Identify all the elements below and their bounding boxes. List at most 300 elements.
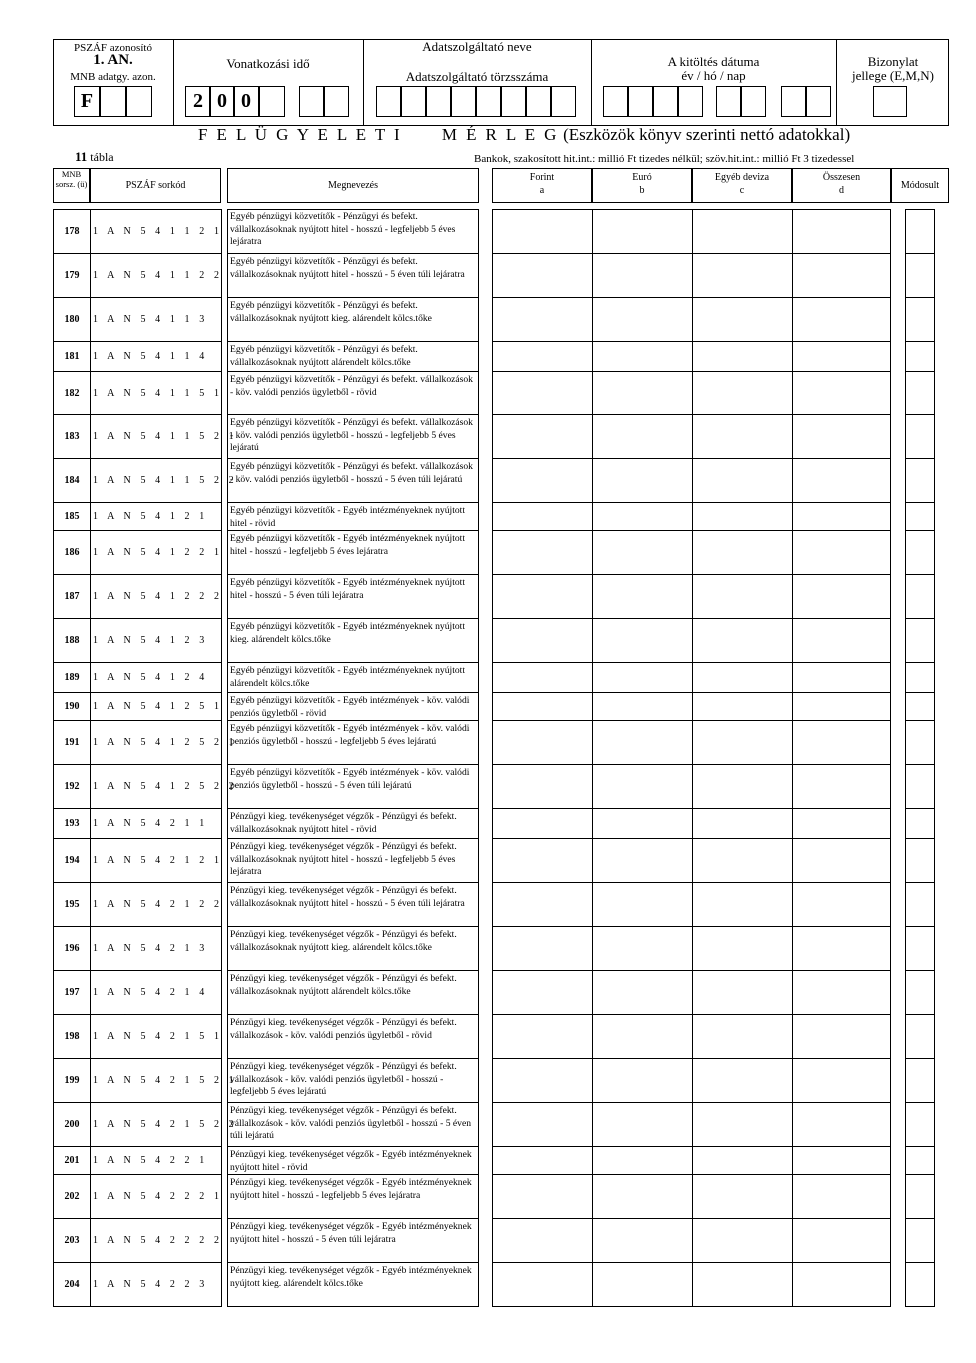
cell-total-input[interactable] bbox=[793, 1175, 891, 1218]
table-row bbox=[0, 415, 976, 459]
ref-time-field[interactable] bbox=[299, 86, 325, 117]
row-description: Egyéb pénzügyi közvetítők - Egyéb intézményeknek nyújtott alárendelt kölcs.tőke bbox=[230, 665, 465, 689]
cell-euro-input[interactable] bbox=[593, 1219, 691, 1262]
cell-total-input[interactable] bbox=[793, 693, 891, 720]
cell-modified-input[interactable] bbox=[906, 1263, 934, 1306]
row-number: 201 bbox=[64, 1155, 80, 1166]
table-row bbox=[0, 342, 976, 372]
ref-time-field[interactable]: 2 bbox=[185, 86, 211, 117]
table-row bbox=[0, 372, 976, 415]
row-separator bbox=[905, 1306, 935, 1307]
cell-modified-input[interactable] bbox=[906, 298, 934, 341]
table-row bbox=[0, 575, 976, 619]
cell-modified-input[interactable] bbox=[906, 1175, 934, 1218]
doc-type-field[interactable] bbox=[873, 86, 907, 117]
page-title bbox=[198, 126, 850, 144]
cell-other-input[interactable] bbox=[693, 883, 791, 926]
cell-other-input[interactable] bbox=[693, 1175, 791, 1218]
row-code: 1 A N 5 4 2 1 1 bbox=[93, 818, 208, 829]
col-forint-letter: a bbox=[539, 185, 545, 196]
row-description: Pénzügyi kieg. tevékenységet végzők - Egyéb intézményeknek nyújtott hitel - hosszú - 5 éven túli lejáratra bbox=[230, 1221, 472, 1245]
row-number: 191 bbox=[64, 737, 80, 748]
cell-forint-input[interactable] bbox=[493, 503, 591, 530]
cell-total-input[interactable] bbox=[793, 1059, 891, 1102]
provider-reg-field[interactable] bbox=[376, 86, 401, 117]
header-divider bbox=[591, 39, 592, 126]
table-row bbox=[0, 1263, 976, 1307]
row-number: 188 bbox=[64, 635, 80, 646]
row-description: Egyéb pénzügyi közvetítők - Pénzügyi és befekt. vállalkozásoknak nyújtott kieg. alárendelt kölcs.tőke bbox=[230, 300, 432, 324]
row-description: Egyéb pénzügyi közvetítők - Pénzügyi és befekt. vállalkozások - köv. valódi penziós ügyletből - hosszú - legfeljebb 5 éves lejáratú bbox=[230, 417, 473, 454]
cell-total-input[interactable] bbox=[793, 531, 891, 574]
provider-reg-field[interactable] bbox=[476, 86, 501, 117]
row-code: 1 A N 5 4 2 1 5 2 2 bbox=[93, 1119, 238, 1130]
cell-total-input[interactable] bbox=[793, 1015, 891, 1058]
cell-modified-input[interactable] bbox=[906, 663, 934, 692]
cell-other-input[interactable] bbox=[693, 721, 791, 764]
table-row bbox=[0, 459, 976, 503]
row-separator bbox=[492, 1306, 891, 1307]
cell-other-input[interactable] bbox=[693, 209, 791, 253]
row-number: 180 bbox=[64, 314, 80, 325]
cell-modified-input[interactable] bbox=[906, 575, 934, 618]
cell-total-input[interactable] bbox=[793, 1219, 891, 1262]
cell-total-input[interactable] bbox=[793, 721, 891, 764]
row-code: 1 A N 5 4 1 1 4 bbox=[93, 351, 208, 362]
row-description: Egyéb pénzügyi közvetítők - Egyéb intézmények - köv. valódi penziós ügyletből - hosszú - legfeljebb 5 éves lejáratú bbox=[230, 723, 470, 747]
cell-total-input[interactable] bbox=[793, 372, 891, 414]
cell-total-input[interactable] bbox=[793, 927, 891, 970]
mnb-id-label: MNB adatgy. azon. bbox=[70, 71, 156, 83]
table-row bbox=[0, 1015, 976, 1059]
row-description: Pénzügyi kieg. tevékenységet végzők - Pénzügyi és befekt. vállalkozások - köv. valódi penziós ügyletből - hosszú - legfeljebb 5 éves lejáratú bbox=[230, 1061, 457, 1098]
row-number: 202 bbox=[64, 1191, 80, 1202]
row-number: 199 bbox=[64, 1075, 80, 1086]
row-description: Egyéb pénzügyi közvetítők - Pénzügyi és befekt. vállalkozások - köv. valódi penziós ügyletből - rövid bbox=[230, 374, 473, 398]
row-description: Egyéb pénzügyi közvetítők - Egyéb intézményeknek nyújtott hitel - rövid bbox=[230, 505, 465, 529]
cell-forint-input[interactable] bbox=[493, 298, 591, 341]
cell-euro-input[interactable] bbox=[593, 721, 691, 764]
cell-other-input[interactable] bbox=[693, 1103, 791, 1146]
table-row bbox=[0, 693, 976, 721]
provider-reg-field[interactable] bbox=[401, 86, 426, 117]
cell-euro-input[interactable] bbox=[593, 575, 691, 618]
cell-other-input[interactable] bbox=[693, 1219, 791, 1262]
cell-total-input[interactable] bbox=[793, 459, 891, 502]
title-main: F E L Ü G Y E L E T I M É R L E G bbox=[198, 125, 559, 144]
cell-total-input[interactable] bbox=[793, 663, 891, 692]
row-code: 1 A N 5 4 1 1 2 1 bbox=[93, 225, 223, 237]
cell-total-input[interactable] bbox=[793, 809, 891, 838]
table-number bbox=[75, 151, 114, 163]
cell-other-input[interactable] bbox=[693, 1015, 791, 1058]
cell-forint-input[interactable] bbox=[493, 839, 591, 882]
cell-euro-input[interactable] bbox=[593, 372, 691, 414]
row-number: 182 bbox=[64, 387, 80, 399]
cell-euro-input[interactable] bbox=[593, 342, 691, 371]
col-total-label: Összesen bbox=[822, 172, 861, 183]
row-description: Egyéb pénzügyi közvetítők - Pénzügyi és befekt. vállalkozások - köv. valódi penziós ügyletből - hosszú - 5 éven túli lejáratú bbox=[230, 461, 473, 485]
row-separator bbox=[227, 1306, 479, 1307]
row-number: 194 bbox=[64, 855, 80, 866]
table-row bbox=[0, 1219, 976, 1263]
row-number: 184 bbox=[64, 475, 80, 486]
row-description: Egyéb pénzügyi közvetítők - Egyéb intézményeknek nyújtott kieg. alárendelt kölcs.tőke bbox=[230, 621, 465, 645]
col-euro-letter: b bbox=[639, 185, 645, 196]
cell-euro-input[interactable] bbox=[593, 693, 691, 720]
row-code: 1 A N 5 4 1 1 5 2 2 bbox=[93, 475, 238, 486]
row-code: 1 A N 5 4 1 2 5 2 2 bbox=[93, 781, 238, 792]
cell-euro-input[interactable] bbox=[593, 1015, 691, 1058]
cell-euro-input[interactable] bbox=[593, 531, 691, 574]
table-row bbox=[0, 809, 976, 839]
row-code: 1 A N 5 4 2 2 2 2 bbox=[93, 1235, 223, 1246]
col-name-header: Megnevezés bbox=[227, 168, 479, 203]
title-sub: (Eszközök könyv szerinti nettó adatokkal) bbox=[563, 125, 851, 144]
cell-euro-input[interactable] bbox=[593, 619, 691, 662]
cell-total-input[interactable] bbox=[793, 209, 891, 253]
row-number: 186 bbox=[64, 547, 80, 558]
table-row bbox=[0, 1147, 976, 1175]
provider-reg-field[interactable] bbox=[451, 86, 476, 117]
col-modified-header: Módosult bbox=[891, 168, 949, 203]
cell-total-input[interactable] bbox=[793, 575, 891, 618]
cell-total-input[interactable] bbox=[793, 1263, 891, 1306]
cell-euro-input[interactable] bbox=[593, 1147, 691, 1174]
row-code: 1 A N 5 4 1 2 5 1 bbox=[93, 701, 223, 712]
cell-forint-input[interactable] bbox=[493, 883, 591, 926]
provider-reg-field[interactable] bbox=[526, 86, 551, 117]
cell-total-input[interactable] bbox=[793, 1103, 891, 1146]
cell-other-input[interactable] bbox=[693, 1147, 791, 1174]
table-row bbox=[0, 927, 976, 971]
header-divider bbox=[173, 39, 174, 126]
row-number: 189 bbox=[64, 672, 80, 683]
cell-other-input[interactable] bbox=[693, 619, 791, 662]
row-number: 181 bbox=[64, 351, 80, 362]
cell-modified-input[interactable] bbox=[906, 209, 934, 253]
cell-total-input[interactable] bbox=[793, 503, 891, 530]
cell-euro-input[interactable] bbox=[593, 459, 691, 502]
col-mnb-header: MNB sorsz. (ü) bbox=[53, 168, 90, 203]
cell-other-input[interactable] bbox=[693, 663, 791, 692]
row-code: 1 A N 5 4 1 2 3 bbox=[93, 635, 208, 646]
cell-forint-input[interactable] bbox=[493, 459, 591, 502]
row-description: Egyéb pénzügyi közvetítők - Pénzügyi és befekt. vállalkozásoknak nyújtott hitel - hosszú - 5 éven túli lejáratra bbox=[230, 256, 465, 280]
col-forint-label: Forint bbox=[529, 172, 555, 183]
row-code: 1 A N 5 4 2 1 3 bbox=[93, 943, 208, 954]
ref-time-field[interactable] bbox=[323, 86, 349, 117]
cell-euro-input[interactable] bbox=[593, 927, 691, 970]
cell-other-input[interactable] bbox=[693, 765, 791, 808]
row-code: 1 A N 5 4 1 2 2 2 bbox=[93, 591, 223, 602]
row-description: Egyéb pénzügyi közvetítők - Egyéb intézmények - köv. valódi penziós ügyletből - hosszú - 5 éven túli lejáratú bbox=[230, 767, 470, 791]
row-number: 185 bbox=[64, 511, 80, 522]
cell-modified-input[interactable] bbox=[906, 459, 934, 502]
pszaf-id-field[interactable] bbox=[126, 86, 152, 117]
row-description: Pénzügyi kieg. tevékenységet végzők - Egyéb intézményeknek nyújtott kieg. alárendelt kölcs.tőke bbox=[230, 1265, 472, 1289]
ref-time-field[interactable]: 0 bbox=[233, 86, 259, 117]
row-description: Egyéb pénzügyi közvetítők - Egyéb intézmények - köv. valódi penziós ügyletből - rövid bbox=[230, 695, 470, 719]
provider-reg-field[interactable] bbox=[426, 86, 451, 117]
provider-name-label: Adatszolgáltató neve bbox=[422, 39, 532, 54]
cell-modified-input[interactable] bbox=[906, 809, 934, 838]
fill-date-field[interactable] bbox=[716, 86, 741, 117]
cell-total-input[interactable] bbox=[793, 1147, 891, 1174]
pszaf-id-label: PSZÁF azonosító bbox=[74, 42, 152, 54]
cell-forint-input[interactable] bbox=[493, 693, 591, 720]
row-code: 1 A N 5 4 1 1 2 2 bbox=[93, 270, 223, 281]
fill-date-field[interactable] bbox=[678, 86, 703, 117]
cell-modified-input[interactable] bbox=[906, 503, 934, 530]
cell-other-input[interactable] bbox=[693, 372, 791, 414]
cell-other-input[interactable] bbox=[693, 839, 791, 882]
cell-modified-input[interactable] bbox=[906, 839, 934, 882]
cell-euro-input[interactable] bbox=[593, 209, 691, 253]
cell-modified-input[interactable] bbox=[906, 342, 934, 371]
row-number: 192 bbox=[64, 781, 80, 792]
row-code: 1 A N 5 4 1 2 5 2 1 bbox=[93, 737, 238, 748]
cell-modified-input[interactable] bbox=[906, 1219, 934, 1262]
fill-date-field[interactable] bbox=[741, 86, 766, 117]
fill-date-field[interactable] bbox=[603, 86, 628, 117]
cell-forint-input[interactable] bbox=[493, 531, 591, 574]
table-row bbox=[0, 721, 976, 765]
cell-modified-input[interactable] bbox=[906, 1103, 934, 1146]
cell-euro-input[interactable] bbox=[593, 839, 691, 882]
cell-euro-input[interactable] bbox=[593, 1263, 691, 1306]
cell-total-input[interactable] bbox=[793, 883, 891, 926]
cell-euro-input[interactable] bbox=[593, 883, 691, 926]
cell-forint-input[interactable] bbox=[493, 1059, 591, 1102]
row-number: 195 bbox=[64, 899, 80, 910]
fill-date-field[interactable] bbox=[806, 86, 831, 117]
col-euro-header bbox=[592, 168, 692, 203]
cell-total-input[interactable] bbox=[793, 971, 891, 1014]
cell-forint-input[interactable] bbox=[493, 209, 591, 253]
cell-euro-input[interactable] bbox=[593, 1103, 691, 1146]
row-description: Egyéb pénzügyi közvetítők - Pénzügyi és befekt. vállalkozásoknak nyújtott hitel - hosszú - legfeljebb 5 éves lejáratra bbox=[230, 211, 456, 248]
cell-other-input[interactable] bbox=[693, 415, 791, 458]
table-word: tábla bbox=[90, 150, 114, 164]
cell-euro-input[interactable] bbox=[593, 765, 691, 808]
cell-euro-input[interactable] bbox=[593, 1059, 691, 1102]
row-description: Pénzügyi kieg. tevékenységet végzők - Pénzügyi és befekt. vállalkozásoknak nyújtott kieg. alárendelt kölcs.tőke bbox=[230, 929, 457, 953]
row-number: 198 bbox=[64, 1031, 80, 1042]
row-description: Egyéb pénzügyi közvetítők - Egyéb intézményeknek nyújtott hitel - hosszú - 5 éven túli lejáratra bbox=[230, 577, 465, 601]
row-description: Pénzügyi kieg. tevékenységet végzők - Egyéb intézményeknek nyújtott hitel - rövid bbox=[230, 1149, 472, 1173]
provider-reg-field[interactable] bbox=[551, 86, 576, 117]
cell-forint-input[interactable] bbox=[493, 765, 591, 808]
row-code: 1 A N 5 4 2 1 5 1 bbox=[93, 1031, 223, 1042]
table-row bbox=[0, 531, 976, 575]
cell-forint-input[interactable] bbox=[493, 342, 591, 371]
cell-other-input[interactable] bbox=[693, 254, 791, 297]
row-code: 1 A N 5 4 1 2 1 bbox=[93, 511, 208, 522]
cell-modified-input[interactable] bbox=[906, 927, 934, 970]
row-description: Pénzügyi kieg. tevékenységet végzők - Pénzügyi és befekt. vállalkozásoknak nyújtott alárendelt kölcs.tőke bbox=[230, 973, 457, 997]
cell-forint-input[interactable] bbox=[493, 372, 591, 414]
cell-other-input[interactable] bbox=[693, 1059, 791, 1102]
col-other-label: Egyéb deviza bbox=[714, 172, 770, 183]
cell-modified-input[interactable] bbox=[906, 1015, 934, 1058]
cell-total-input[interactable] bbox=[793, 619, 891, 662]
col-total-letter: d bbox=[839, 185, 844, 196]
cell-modified-input[interactable] bbox=[906, 619, 934, 662]
row-code: 1 A N 5 4 1 1 5 1 bbox=[93, 387, 223, 399]
table-row bbox=[0, 765, 976, 809]
row-number: 179 bbox=[64, 270, 80, 281]
cell-modified-input[interactable] bbox=[906, 372, 934, 414]
row-code: 1 A N 5 4 2 2 3 bbox=[93, 1279, 208, 1290]
fill-date-field[interactable] bbox=[653, 86, 678, 117]
fill-date-label: A kitöltés dátuma bbox=[667, 54, 760, 69]
cell-forint-input[interactable] bbox=[493, 971, 591, 1014]
header-divider bbox=[836, 39, 837, 126]
cell-euro-input[interactable] bbox=[593, 809, 691, 838]
col-total-header bbox=[792, 168, 891, 203]
cell-forint-input[interactable] bbox=[493, 809, 591, 838]
table-row bbox=[0, 298, 976, 342]
row-description: Egyéb pénzügyi közvetítők - Egyéb intézményeknek nyújtott hitel - hosszú - legfeljebb 5 éves lejáratra bbox=[230, 533, 465, 557]
cell-euro-input[interactable] bbox=[593, 1175, 691, 1218]
provider-reg-label: Adatszolgáltató törzsszáma bbox=[405, 69, 549, 84]
cell-forint-input[interactable] bbox=[493, 1219, 591, 1262]
table-row bbox=[0, 254, 976, 298]
cell-total-input[interactable] bbox=[793, 415, 891, 458]
cell-euro-input[interactable] bbox=[593, 254, 691, 297]
cell-forint-input[interactable] bbox=[493, 415, 591, 458]
col-euro-label: Euró bbox=[632, 172, 652, 183]
row-description: Egyéb pénzügyi közvetítők - Pénzügyi és befekt. vállalkozásoknak nyújtott alárendelt kölcs.tőke bbox=[230, 344, 418, 368]
cell-other-input[interactable] bbox=[693, 1263, 791, 1306]
cell-forint-input[interactable] bbox=[493, 927, 591, 970]
row-description: Pénzügyi kieg. tevékenységet végzők - Pénzügyi és befekt. vállalkozásoknak nyújtott hitel - hosszú - 5 éven túli lejáratra bbox=[230, 885, 465, 909]
cell-forint-input[interactable] bbox=[493, 1263, 591, 1306]
table-row bbox=[0, 619, 976, 663]
cell-euro-input[interactable] bbox=[593, 298, 691, 341]
col-pszaf-header: PSZÁF sorkód bbox=[90, 168, 221, 203]
col-forint-header bbox=[492, 168, 592, 203]
header-divider bbox=[363, 39, 364, 126]
cell-euro-input[interactable] bbox=[593, 971, 691, 1014]
cell-forint-input[interactable] bbox=[493, 254, 591, 297]
row-number: 204 bbox=[64, 1279, 80, 1290]
row-description: Pénzügyi kieg. tevékenységet végzők - Pénzügyi és befekt. vállalkozások - köv. valódi penziós ügyletből - hosszú - 5 éven túli lejáratú bbox=[230, 1105, 472, 1142]
cell-forint-input[interactable] bbox=[493, 721, 591, 764]
table-row bbox=[0, 839, 976, 883]
cell-modified-input[interactable] bbox=[906, 1059, 934, 1102]
table-row bbox=[0, 1103, 976, 1147]
row-code: 1 A N 5 4 1 2 2 1 bbox=[93, 547, 223, 558]
row-number: 203 bbox=[64, 1235, 80, 1246]
row-code: 1 A N 5 4 2 1 2 2 bbox=[93, 899, 223, 910]
row-description: Pénzügyi kieg. tevékenységet végzők - Pénzügyi és befekt. vállalkozásoknak nyújtott hitel - hosszú - legfeljebb 5 éves lejáratra bbox=[230, 841, 457, 878]
cell-total-input[interactable] bbox=[793, 765, 891, 808]
col-other-header bbox=[692, 168, 792, 203]
pszaf-id-field[interactable] bbox=[100, 86, 126, 117]
row-number: 190 bbox=[64, 701, 80, 712]
fill-date-field[interactable] bbox=[628, 86, 653, 117]
table-row bbox=[0, 663, 976, 693]
pszaf-id-field[interactable]: F bbox=[74, 86, 100, 117]
cell-forint-input[interactable] bbox=[493, 619, 591, 662]
cell-forint-input[interactable] bbox=[493, 1103, 591, 1146]
doc-type-sub: jellege (E,M,N) bbox=[852, 68, 934, 83]
cell-other-input[interactable] bbox=[693, 531, 791, 574]
cell-total-input[interactable] bbox=[793, 342, 891, 371]
cell-other-input[interactable] bbox=[693, 693, 791, 720]
row-separator bbox=[53, 1306, 222, 1307]
cell-other-input[interactable] bbox=[693, 342, 791, 371]
cell-modified-input[interactable] bbox=[906, 693, 934, 720]
fill-date-field[interactable] bbox=[781, 86, 806, 117]
cell-modified-input[interactable] bbox=[906, 883, 934, 926]
cell-forint-input[interactable] bbox=[493, 1175, 591, 1218]
row-number: 200 bbox=[64, 1119, 80, 1130]
cell-forint-input[interactable] bbox=[493, 1015, 591, 1058]
ref-time-field[interactable] bbox=[259, 86, 285, 117]
cell-modified-input[interactable] bbox=[906, 721, 934, 764]
table-no: 11 bbox=[75, 149, 88, 164]
row-description: Pénzügyi kieg. tevékenységet végzők - Pénzügyi és befekt. vállalkozások - köv. valódi penziós ügyletből - rövid bbox=[230, 1017, 457, 1041]
cell-other-input[interactable] bbox=[693, 809, 791, 838]
cell-forint-input[interactable] bbox=[493, 575, 591, 618]
row-description: Pénzügyi kieg. tevékenységet végzők - Egyéb intézményeknek nyújtott hitel - hosszú - legfeljebb 5 éves lejáratra bbox=[230, 1177, 472, 1201]
cell-forint-input[interactable] bbox=[493, 663, 591, 692]
table-row bbox=[0, 971, 976, 1015]
row-description: Pénzügyi kieg. tevékenységet végzők - Pénzügyi és befekt. vállalkozásoknak nyújtott hitel - rövid bbox=[230, 811, 457, 835]
cell-modified-input[interactable] bbox=[906, 765, 934, 808]
row-code: 1 A N 5 4 2 2 1 bbox=[93, 1155, 208, 1166]
cell-euro-input[interactable] bbox=[593, 663, 691, 692]
cell-other-input[interactable] bbox=[693, 971, 791, 1014]
cell-other-input[interactable] bbox=[693, 298, 791, 341]
fill-date-format: év / hó / nap bbox=[681, 68, 746, 83]
row-code: 1 A N 5 4 1 1 5 2 1 bbox=[93, 431, 238, 442]
row-code: 1 A N 5 4 2 1 5 2 1 bbox=[93, 1075, 238, 1086]
cell-total-input[interactable] bbox=[793, 298, 891, 341]
cell-modified-input[interactable] bbox=[906, 254, 934, 297]
row-number: 196 bbox=[64, 943, 80, 954]
doc-type-label: Bizonylat bbox=[867, 54, 919, 69]
cell-euro-input[interactable] bbox=[593, 503, 691, 530]
cell-total-input[interactable] bbox=[793, 839, 891, 882]
ref-time-field[interactable]: 0 bbox=[209, 86, 235, 117]
table-row bbox=[0, 1059, 976, 1103]
cell-total-input[interactable] bbox=[793, 254, 891, 297]
cell-forint-input[interactable] bbox=[493, 1147, 591, 1174]
row-number: 183 bbox=[64, 431, 80, 442]
cell-modified-input[interactable] bbox=[906, 1147, 934, 1174]
row-code: 1 A N 5 4 1 1 3 bbox=[93, 314, 208, 325]
row-number: 193 bbox=[64, 818, 80, 829]
cell-other-input[interactable] bbox=[693, 459, 791, 502]
cell-other-input[interactable] bbox=[693, 927, 791, 970]
table-row bbox=[0, 883, 976, 927]
cell-other-input[interactable] bbox=[693, 575, 791, 618]
cell-modified-input[interactable] bbox=[906, 531, 934, 574]
provider-reg-field[interactable] bbox=[501, 86, 526, 117]
ref-time-label: Vonatkozási idő bbox=[226, 56, 310, 71]
row-number: 197 bbox=[64, 987, 80, 998]
cell-other-input[interactable] bbox=[693, 503, 791, 530]
table-row bbox=[0, 1175, 976, 1219]
cell-euro-input[interactable] bbox=[593, 415, 691, 458]
cell-modified-input[interactable] bbox=[906, 971, 934, 1014]
table-row bbox=[0, 209, 976, 254]
cell-modified-input[interactable] bbox=[906, 415, 934, 458]
